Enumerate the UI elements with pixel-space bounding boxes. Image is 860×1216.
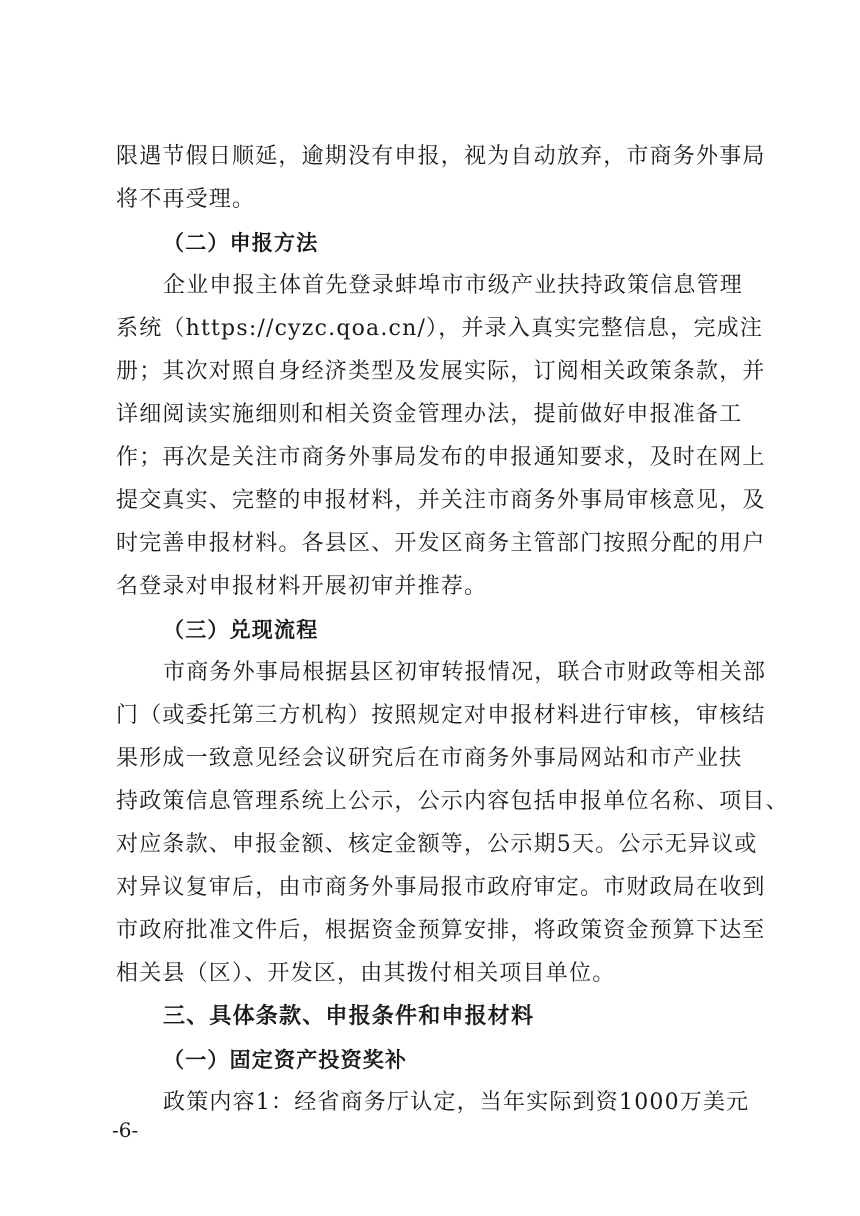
body-text-line: 册；其次对照自身经济类型及发展实际，订阅相关政策条款，并: [116, 359, 766, 384]
body-text-line: 提交真实、完整的申报材料，并关注市商务外事局审核意见，及: [116, 488, 766, 513]
body-text-line: 限遇节假日顺延，逾期没有申报，视为自动放弃，市商务外事局: [116, 144, 766, 169]
page-number: -6-: [112, 1118, 139, 1142]
body-text-line: 持政策信息管理系统上公示，公示内容包括申报单位名称、项目、: [116, 789, 789, 814]
body-text-line: 果形成一致意见经会议研究后在市商务外事局网站和市产业扶: [116, 746, 743, 771]
body-text-line: 企业申报主体首先登录蚌埠市市级产业扶持政策信息管理: [163, 273, 744, 298]
body-text-line: 时完善申报材料。各县区、开发区商务主管部门按照分配的用户: [116, 531, 766, 556]
section-heading-application-method: （二）申报方法: [163, 231, 319, 255]
body-text-line: 对应条款、申报金额、核定金额等，公示期5天。公示无异议或: [116, 832, 758, 857]
body-text-line: 相关县（区）、开发区，由其拨付相关项目单位。: [116, 961, 616, 986]
body-text-line: 作；再次是关注市商务外事局发布的申报通知要求，及时在网上: [116, 445, 766, 470]
body-text-line: 门（或委托第三方机构）按照规定对申报材料进行审核，审核结: [116, 703, 766, 728]
body-text-line: 市商务外事局根据县区初审转报情况，联合市财政等相关部: [163, 660, 767, 685]
body-text-line: 系统（https://cyzc.qoa.cn/），并录入真实完整信息，完成注: [116, 316, 764, 341]
body-text-line: 政策内容1：经省商务厅认定，当年实际到资1000万美元: [163, 1090, 750, 1115]
chapter-heading-specific-terms: 三、具体条款、申报条件和申报材料: [163, 1004, 535, 1029]
body-text-line: 详细阅读实施细则和相关资金管理办法，提前做好申报准备工: [116, 402, 743, 427]
body-text-line: 将不再受理。: [116, 187, 256, 212]
body-text-line: 名登录对申报材料开展初审并推荐。: [116, 574, 488, 599]
section-heading-fixed-asset-investment: （一）固定资产投资奖补: [163, 1048, 408, 1072]
body-text-line: 市政府批准文件后，根据资金预算安排，将政策资金预算下达至: [116, 918, 766, 943]
body-text-line: 对异议复审后，由市商务外事局报市政府审定。市财政局在收到: [116, 875, 766, 900]
section-heading-redemption-process: （三）兑现流程: [163, 618, 319, 642]
